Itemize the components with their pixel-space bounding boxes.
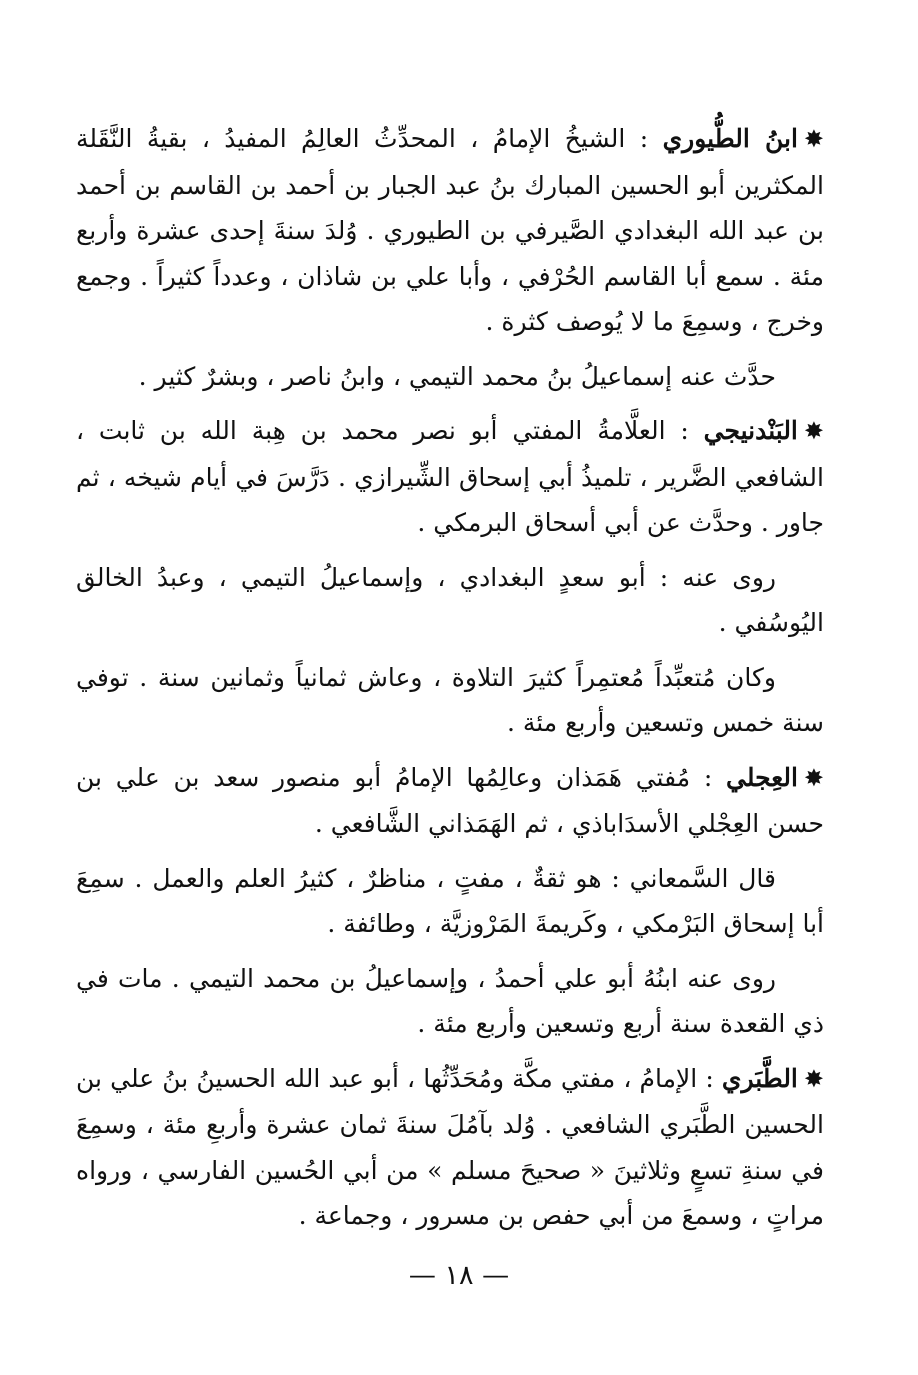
entry-paragraph: وكان مُتعبِّداً مُعتمِراً كثيرَ التلاوة ، وعاش ثمانياً وثمانين سنة . توفي سنة خمس وتسعين وأربع مئة . — [76, 662, 824, 737]
entry-heading: ابنُ الطُّيوري — [662, 124, 798, 153]
entry-paragraph: حدَّث عنه إسماعيلُ بنُ محمد التيمي ، وابنُ ناصر ، وبشرٌ كثير . — [138, 361, 776, 391]
entry-ijli — [76, 755, 824, 847]
entry-text: : الشيخُ الإمامُ ، المحدِّثُ العالِمُ المفيدُ ، بقيةُ النَّقَلة المكثرين أبو الحسين المبارك بنُ عبد الجبار بن أحمد بن القاسم بن أحمد بن عبد الله البغدادي الصَّيرفي بن الطيوري . وُلدَ سنةَ إحدى عشرة وأربع مئة . سمع أبا القاسم الحُرْفي ، وأبا علي بن شاذان ، وعدداً كثيراً . وجمع وخرج ، وسمِعَ ما لا يُوصف كثرة . — [76, 124, 824, 336]
entry-paragraph: قال السَّمعاني : هو ثقةٌ ، مفتٍ ، مناظرٌ ، كثيرُ العلم والعمل . سمِعَ أبا إسحاق البَرْمكي ، وكَريمةَ المَرْوزيَّة ، وطائفة . — [76, 863, 824, 938]
entry-text: : الإمامُ ، مفتي مكَّة ومُحَدِّثُها ، أبو عبد الله الحسينُ بنُ علي بن الحسين الطَّبَري الشافعي . وُلد بآمُلَ سنةَ ثمان عشرة وأربعِ مئة ، وسمِعَ في سنةِ تسعٍ وثلاثينَ « صحيحَ مسلم » من أبي الحُسين الفارسي ، ورواه مراتٍ ، وسمعَ من أبي حفص بن مسرور ، وجماعة . — [76, 1063, 824, 1230]
entry-text: : العلَّامةُ المفتي أبو نصر محمد بن هِبة الله بن ثابت ، الشافعي الضَّرير ، تلميذُ أبي إسحاق الشِّيرازي . دَرَّسَ في أيام شيخه ، ثم جاور . وحدَّث عن أبي أسحاق البرمكي . — [76, 416, 824, 537]
entry-paragraph: روى عنه : أبو سعدٍ البغدادي ، وإسماعيلُ التيمي ، وعبدُ الخالق اليُوسُفي . — [76, 562, 824, 637]
body-text — [76, 116, 824, 1248]
entry-paragraph: روى عنه ابنُهُ أبو علي أحمدُ ، وإسماعيلُ بن محمد التيمي . مات في ذي القعدة سنة أربع وتسعين وأربع مئة . — [76, 963, 824, 1038]
entry-tabari — [76, 1056, 824, 1239]
page-number: — ١٨ — — [408, 1260, 510, 1291]
asterisk-icon: ✸ — [803, 1064, 824, 1093]
entry-bandaniji — [76, 408, 824, 546]
asterisk-icon: ✸ — [803, 417, 824, 445]
asterisk-icon: ✸ — [803, 125, 824, 153]
entry-heading: الطَّبَري — [721, 1063, 798, 1093]
entry-text: : مُفتي هَمَذان وعالِمُها الإمامُ أبو منصور سعد بن علي بن حسن العِجْلي الأسدَاباذي ، ثم الهَمَذاني الشَّافعي . — [76, 762, 824, 838]
entry-heading: العِجلي — [726, 762, 798, 792]
entry-tayyuri — [76, 116, 824, 345]
entry-heading: البَنْدنيجي — [703, 416, 798, 445]
asterisk-icon: ✸ — [803, 763, 824, 792]
